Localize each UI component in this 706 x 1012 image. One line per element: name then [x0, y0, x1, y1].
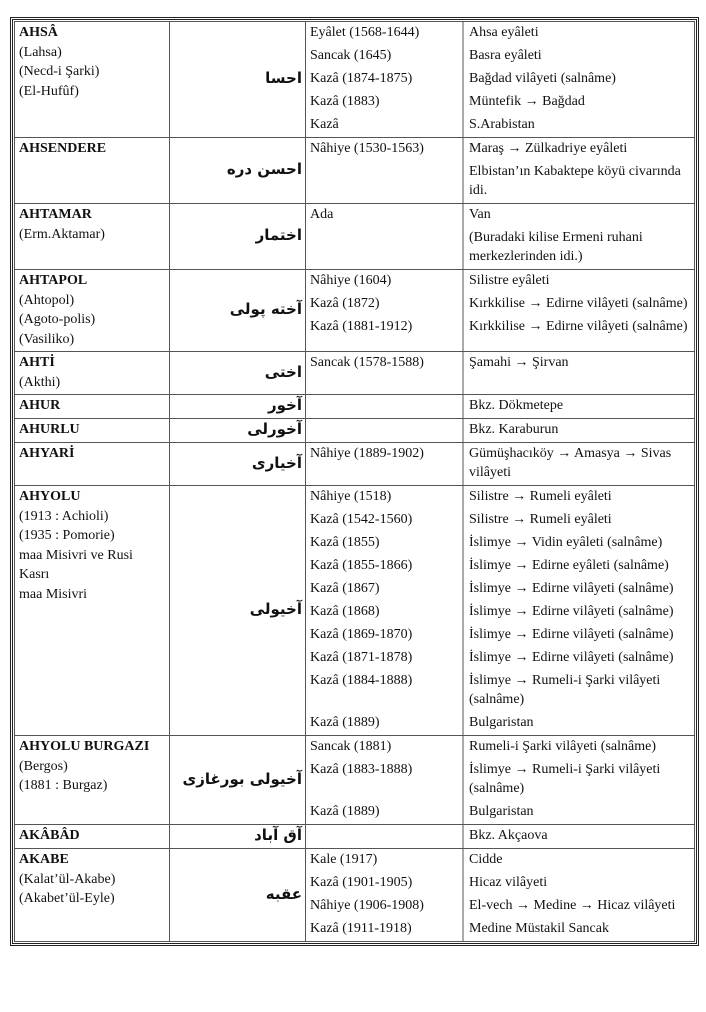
variant-name: (Akthi) [19, 374, 61, 390]
records-cell [306, 204, 695, 270]
affiliation: Kırkkilise → Edirne vilâyeti (salnâme) [469, 319, 688, 334]
admin-status: Kazâ (1889) [310, 804, 380, 819]
headword-cell [15, 825, 170, 849]
ottoman-name-cell [170, 825, 306, 849]
variant-name: (Agoto-polis) [19, 312, 96, 327]
affiliation: İslimye → Edirne eyâleti (salnâme) [469, 558, 669, 573]
records-cell [306, 849, 695, 942]
ottoman-name-cell [170, 204, 306, 270]
variant-name: (Lahsa) [19, 44, 62, 60]
headword-cell [15, 849, 170, 942]
records-cell [306, 395, 695, 419]
record-row [306, 872, 694, 895]
admin-status: Ada [310, 207, 334, 222]
variant-name: (Erm.Aktamar) [19, 226, 105, 242]
table-row [15, 486, 695, 736]
admin-status: Kazâ (1881-1912) [310, 319, 413, 334]
ottoman-name: اختی [264, 362, 302, 381]
admin-status: Nâhiye (1906-1908) [310, 898, 424, 913]
ottoman-name-cell [170, 138, 306, 204]
records-cell [306, 419, 695, 443]
headword: AHTAPOL [19, 273, 88, 288]
records-cell [306, 22, 695, 138]
record-row [306, 712, 694, 735]
admin-status: Nâhiye (1604) [310, 273, 392, 288]
headword: AKÂBÂD [19, 828, 80, 843]
records-cell [306, 270, 695, 352]
affiliation: Bkz. Dökmetepe [469, 398, 564, 413]
record-row [306, 91, 694, 114]
variant-name: (El-Hufûf) [19, 83, 79, 99]
admin-status: Kazâ (1867) [310, 581, 380, 596]
record-row [306, 647, 694, 670]
variant-name: (Vasiliko) [19, 331, 75, 347]
affiliation: İslimye → Rumeli-i Şarki vilâyeti (salnâme) [469, 673, 661, 707]
ottoman-name: آخورلی [247, 420, 302, 439]
record-row [306, 114, 694, 137]
affiliation: Van [469, 207, 491, 222]
headword: AHUR [19, 398, 61, 413]
affiliation: İslimye → Rumeli-i Şarki vilâyeti (salnâme) [469, 762, 661, 796]
headword: AHSENDERE [19, 141, 107, 156]
headword: AHTAMAR [19, 207, 92, 222]
affiliation: İslimye → Vidin eyâleti (salnâme) [469, 535, 663, 550]
record-row [306, 138, 694, 161]
ottoman-name-cell [170, 22, 306, 138]
admin-status: Eyâlet (1568-1644) [310, 25, 420, 40]
records-cell [306, 736, 695, 825]
headword-cell [15, 22, 170, 138]
record-row [306, 204, 694, 227]
record-row [306, 22, 694, 45]
admin-status: Kazâ (1872) [310, 296, 380, 311]
admin-status: Kazâ (1855-1866) [310, 558, 413, 573]
affiliation: Basra eyâleti [469, 48, 542, 63]
admin-status [306, 825, 463, 848]
record-row [306, 227, 694, 269]
affiliation: Silistre → Rumeli eyâleti [469, 512, 612, 527]
ottoman-name: آخیولی بورغازی [182, 769, 302, 788]
admin-status [306, 227, 463, 269]
table-row [15, 825, 695, 849]
headword: AHYARİ [19, 446, 75, 461]
record-row [306, 395, 694, 418]
table-row [15, 352, 695, 395]
headword: AHYOLU BURGAZI [19, 739, 150, 754]
headword: AKABE [19, 852, 69, 867]
table-row [15, 443, 695, 486]
affiliation: İslimye → Edirne vilâyeti (salnâme) [469, 650, 674, 665]
headword-cell [15, 352, 170, 395]
ottoman-name-cell [170, 443, 306, 486]
ottoman-name: اختمار [255, 226, 302, 245]
ottoman-name: آخیولی [249, 600, 302, 619]
affiliation: Şamahi → Şirvan [469, 355, 569, 370]
ottoman-name: آق آباد [254, 826, 302, 845]
record-row [306, 578, 694, 601]
headword-cell [15, 736, 170, 825]
headword-cell [15, 419, 170, 443]
admin-status: Kazâ (1901-1905) [310, 875, 413, 890]
headword: AHSÂ [19, 25, 58, 40]
admin-status: Kazâ [310, 117, 339, 132]
headword: AHURLU [19, 422, 80, 437]
records-cell [306, 352, 695, 395]
admin-status: Kazâ (1868) [310, 604, 380, 619]
table-row [15, 22, 695, 138]
admin-status: Nâhiye (1530-1563) [310, 141, 424, 156]
record-row [306, 624, 694, 647]
record-row [306, 825, 694, 848]
admin-status: Kazâ (1871-1878) [310, 650, 413, 665]
record-row [306, 68, 694, 91]
variant-name: (Necd-i Şarki) [19, 64, 100, 79]
gazetteer-table-frame [10, 17, 699, 946]
admin-status [306, 161, 463, 203]
affiliation: Rumeli-i Şarki vilâyeti (salnâme) [469, 739, 657, 754]
record-row [306, 293, 694, 316]
variant-name: maa Misivri [19, 586, 88, 602]
affiliation: Gümüşhacıköy → Amasya → Sivas vilâyeti [469, 446, 672, 480]
ottoman-name: آخته پولی [229, 300, 302, 319]
affiliation: Bkz. Akçaova [469, 828, 548, 843]
table-row [15, 138, 695, 204]
table-row [15, 849, 695, 942]
affiliation: Bulgaristan [469, 715, 534, 730]
record-row [306, 45, 694, 68]
record-row [306, 443, 694, 485]
affiliation: Ahsa eyâleti [469, 25, 539, 40]
record-row [306, 161, 694, 203]
admin-status: Kazâ (1542-1560) [310, 512, 413, 527]
affiliation: Elbistan’ın Kabaktepe köyü civarında idi. [469, 164, 681, 198]
record-row [306, 759, 694, 801]
headword-cell [15, 486, 170, 736]
affiliation: Maraş → Zülkadriye eyâleti [469, 141, 628, 156]
admin-status: Kazâ (1883) [310, 94, 380, 109]
affiliation: El-vech → Medine → Hicaz vilâyeti [469, 898, 676, 913]
headword: AHYOLU [19, 489, 81, 504]
table-row [15, 204, 695, 270]
record-row [306, 801, 694, 824]
record-row [306, 918, 694, 941]
record-row [306, 270, 694, 293]
admin-status: Kazâ (1874-1875) [310, 71, 413, 86]
admin-status: Kazâ (1855) [310, 535, 380, 550]
variant-name: (1913 : Achioli) [19, 508, 109, 524]
record-row [306, 532, 694, 555]
headword-cell [15, 204, 170, 270]
admin-status: Kazâ (1869-1870) [310, 627, 413, 642]
headword-cell [15, 138, 170, 204]
affiliation: İslimye → Edirne vilâyeti (salnâme) [469, 604, 674, 619]
admin-status: Sancak (1645) [310, 48, 392, 63]
variant-name: (1881 : Burgaz) [19, 778, 108, 793]
variant-name: (Akabet’ül-Eyle) [19, 891, 115, 906]
record-row [306, 419, 694, 442]
admin-status: Kazâ (1883-1888) [310, 762, 413, 777]
admin-status: Kazâ (1884-1888) [310, 673, 413, 688]
record-row [306, 316, 694, 339]
ottoman-name-cell [170, 395, 306, 419]
admin-status: Kazâ (1911-1918) [310, 921, 412, 936]
record-row [306, 509, 694, 532]
affiliation: Hicaz vilâyeti [469, 875, 548, 890]
records-cell [306, 443, 695, 486]
variant-name: (Kalat’ül-Akabe) [19, 871, 116, 887]
record-row [306, 670, 694, 712]
affiliation: Silistre → Rumeli eyâleti [469, 489, 612, 504]
affiliation: Müntefik → Bağdad [469, 94, 585, 109]
record-row [306, 555, 694, 578]
ottoman-name-cell [170, 486, 306, 736]
admin-status: Nâhiye (1518) [310, 489, 392, 504]
ottoman-name-cell [170, 270, 306, 352]
affiliation: Bkz. Karaburun [469, 422, 559, 437]
headword-cell [15, 443, 170, 486]
headword-cell [15, 270, 170, 352]
affiliation: Bağdad vilâyeti (salnâme) [469, 71, 616, 86]
variant-name: (Ahtopol) [19, 292, 75, 308]
records-cell [306, 486, 695, 736]
record-row [306, 895, 694, 918]
variant-name: (1935 : Pomorie) [19, 528, 115, 543]
admin-status: Sancak (1881) [310, 739, 392, 754]
record-row [306, 352, 694, 375]
table-row [15, 395, 695, 419]
record-row [306, 849, 694, 872]
headword: AHTİ [19, 355, 55, 370]
affiliation: Cidde [469, 852, 503, 867]
headword-cell [15, 395, 170, 419]
admin-status: Kazâ (1889) [310, 715, 380, 730]
affiliation: (Buradaki kilise Ermeni ruhani merkezlerinden idi.) [469, 230, 643, 264]
affiliation: Kırkkilise → Edirne vilâyeti (salnâme) [469, 296, 688, 311]
admin-status: Kale (1917) [310, 852, 378, 867]
ottoman-name: آخور [268, 396, 302, 415]
admin-status [306, 419, 463, 442]
record-row [306, 601, 694, 624]
admin-status [306, 395, 463, 418]
admin-status: Nâhiye (1889-1902) [310, 446, 424, 461]
ottoman-name-cell [170, 736, 306, 825]
variant-name: (Bergos) [19, 758, 68, 774]
ottoman-name: احسا [265, 69, 302, 88]
gazetteer-table [14, 21, 695, 942]
records-cell [306, 138, 695, 204]
affiliation: Silistre eyâleti [469, 273, 550, 288]
records-cell [306, 825, 695, 849]
ottoman-name-cell [170, 849, 306, 942]
ottoman-name-cell [170, 352, 306, 395]
affiliation: Bulgaristan [469, 804, 534, 819]
admin-status: Sancak (1578-1588) [310, 355, 424, 370]
record-row [306, 736, 694, 759]
affiliation: Medine Müstakil Sancak [469, 921, 609, 936]
table-row [15, 419, 695, 443]
ottoman-name: عقبه [265, 884, 302, 903]
table-row [15, 270, 695, 352]
table-row [15, 736, 695, 825]
ottoman-name: احسن دره [226, 160, 302, 179]
record-row [306, 486, 694, 509]
affiliation: İslimye → Edirne vilâyeti (salnâme) [469, 627, 674, 642]
ottoman-name: آخیاری [251, 453, 302, 472]
variant-name: maa Misivri ve Rusi Kasrı [19, 547, 133, 582]
affiliation: İslimye → Edirne vilâyeti (salnâme) [469, 581, 674, 596]
ottoman-name-cell [170, 419, 306, 443]
affiliation: S.Arabistan [469, 117, 535, 132]
